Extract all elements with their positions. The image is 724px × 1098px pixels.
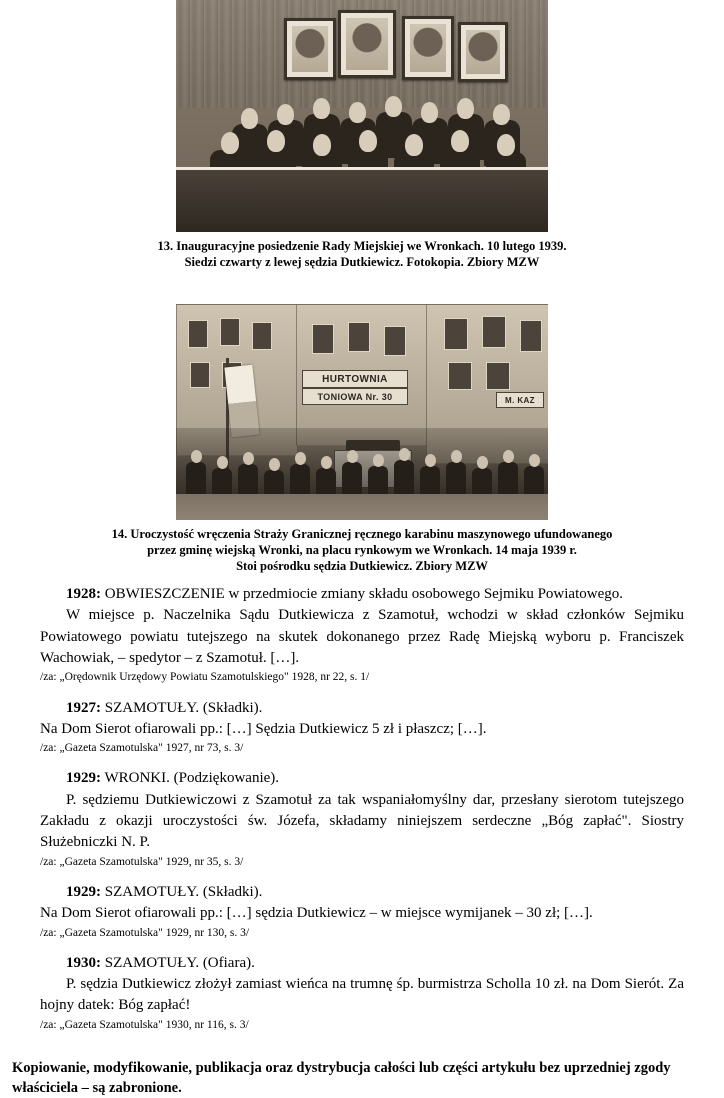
article-body (40, 584, 684, 1033)
entry-heading-line (40, 882, 684, 903)
entry-1928-obwieszczenie (40, 584, 684, 686)
window (486, 362, 510, 390)
window (190, 362, 210, 388)
entry-heading: SZAMOTUŁY. (Składki). (101, 699, 263, 716)
entry-year: 1928: (66, 586, 101, 602)
window (188, 320, 208, 348)
entry-body: W miejsce p. Naczelnika Sądu Dutkiewicza z Szamotuł, wchodzi w skład członków Sejmiku Powiatowego powiatu tutejszego na skutek dokonanego przez Radę Miejską wyboru p. Franciszek Wachowiak, – spedytor – z Szamotuł. […]. (40, 607, 684, 666)
figure-13 (0, 0, 724, 270)
caption-line: 14. Uroczystość wręczenia Straży Granicznej ręcznego karabinu maszynowego ufundowanego (111, 527, 613, 541)
entry-source: /za: „Gazeta Szamotulska" 1927, nr 73, s. 3/ (40, 742, 244, 755)
window (220, 318, 240, 346)
entry-year: 1929: (66, 883, 101, 900)
entry-year: 1927: (66, 699, 101, 716)
entry-body: Na Dom Sierot ofiarowali pp.: […] Sędzia Dutkiewicz 5 zł i płaszcz; […]. (40, 720, 487, 737)
entry-heading: OBWIESZCZENIE w przedmiocie zmiany składu osobowego Sejmiku Powiatowego. (101, 586, 623, 602)
shop-sign-toniowa: TONIOWA Nr. 30 (302, 388, 408, 405)
entry-body: Na Dom Sierot ofiarowali pp.: […] sędzia Dutkiewicz – w miejsce wymijanek – 30 zł; […]. (40, 905, 593, 922)
caption-line: 13. Inauguracyjne posiedzenie Rady Miejskiej we Wronkach. 10 lutego 1939. (157, 239, 567, 253)
market-square-ground (176, 494, 548, 520)
figure-14-caption (62, 526, 662, 574)
wall-portrait-3 (402, 16, 454, 80)
entry-source: /za: „Orędownik Urzędowy Powiatu Szamotulskiego" 1928, nr 22, s. 1/ (40, 671, 370, 684)
entry-1927-skladki (40, 698, 684, 757)
entry-heading: SZAMOTUŁY. (Ofiara). (101, 954, 255, 971)
entry-body: P. sędzia Dutkiewicz złożył zamiast wieńca na trumnę śp. burmistrza Scholla 10 zł. na Dom Sierót. Za hojny datek: Bóg zapłać! (40, 976, 684, 1014)
entry-year: 1929: (66, 770, 101, 787)
window (252, 322, 272, 350)
entry-heading-line (40, 768, 684, 789)
shop-sign-kaz: M. KAZ (496, 392, 544, 408)
entry-source: /za: „Gazeta Szamotulska" 1930, nr 116, s. 3/ (40, 1018, 249, 1031)
window (482, 316, 506, 348)
entry-heading-line (40, 584, 684, 605)
entry-heading: WRONKI. (Podziękowanie). (101, 770, 280, 787)
window (348, 322, 370, 352)
shop-sign-hurtownia: HURTOWNIA (302, 370, 408, 388)
caption-line: Stoi pośrodku sędzia Dutkiewicz. Zbiory MZW (236, 559, 488, 573)
photo-street-ceremony (176, 304, 548, 520)
entry-heading-line (40, 953, 684, 974)
wall-emblem-frame (458, 22, 508, 82)
entry-heading: SZAMOTUŁY. (Składki). (101, 883, 263, 900)
entry-heading-line (40, 698, 684, 719)
window (520, 320, 542, 352)
window (312, 324, 334, 354)
entry-1929-wronki (40, 768, 684, 870)
photo-council-meeting (176, 0, 548, 232)
figure-13-caption (62, 238, 662, 270)
caption-line: przez gminę wiejską Wronki, na placu rynkowym we Wronkach. 14 maja 1939 r. (147, 543, 577, 557)
entry-source: /za: „Gazeta Szamotulska" 1929, nr 35, s. 3/ (40, 855, 244, 868)
entry-1930-ofiara (40, 953, 684, 1033)
window (444, 318, 468, 350)
window (448, 362, 472, 390)
council-table (176, 167, 548, 232)
entry-body: P. sędziemu Dutkiewiczowi z Szamotuł za tak wspaniałomyślny dar, przesłany sierotom tutejszego Zakładu z okazji uroczystości św. Józefa, składamy niniejszem serdeczne „Bóg zapłać". Siostry Służebniczki N. P. (40, 791, 684, 851)
entry-source: /za: „Gazeta Szamotulska" 1929, nr 130, s. 3/ (40, 926, 250, 939)
entry-year: 1930: (66, 954, 101, 971)
entry-1929-skladki (40, 882, 684, 941)
wall-portrait-1 (284, 18, 336, 80)
figure-14 (0, 304, 724, 574)
caption-line: Siedzi czwarty z lewej sędzia Dutkiewicz. Fotokopia. Zbiory MZW (184, 255, 540, 269)
window (384, 326, 406, 356)
wall-portrait-2 (338, 10, 396, 78)
copyright-notice: Kopiowanie, modyfikowanie, publikacja oraz dystrybucja całości lub części artykułu bez uprzedniej zgody właściciela – są zabronione. (12, 1060, 671, 1096)
